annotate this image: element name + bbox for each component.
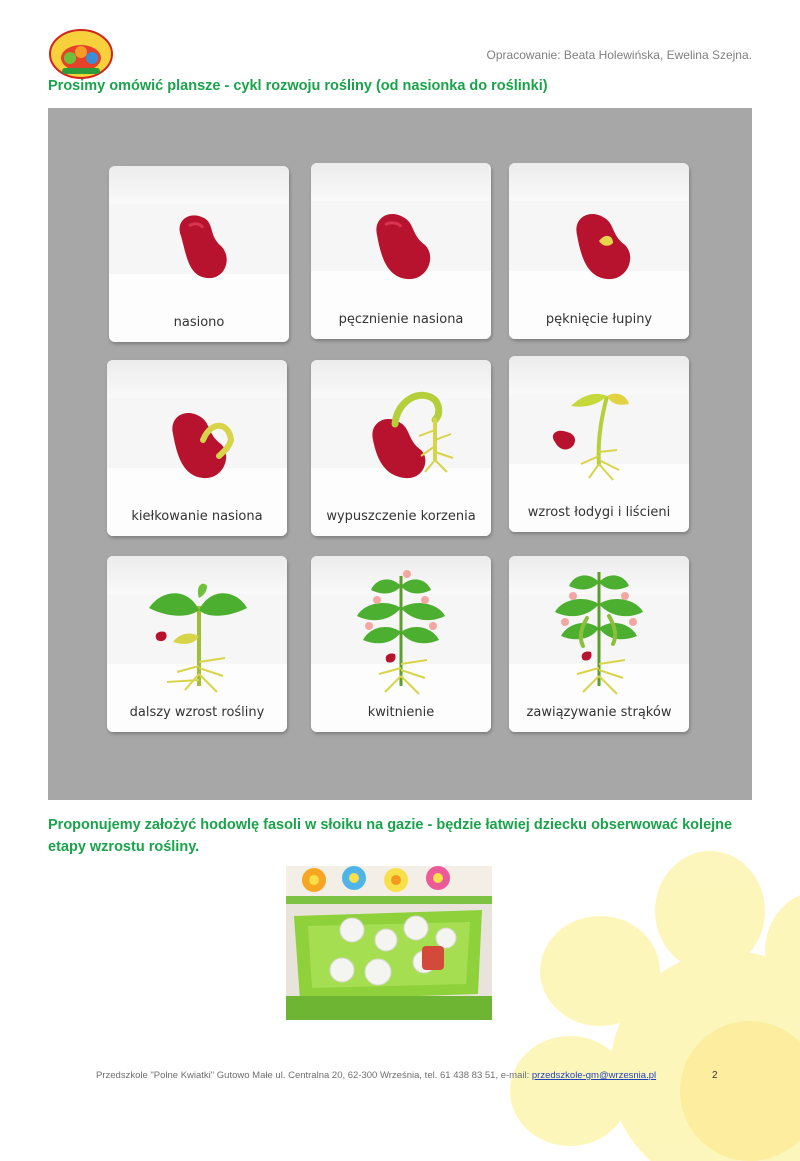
instruction-heading: Prosimy omówić plansze - cykl rozwoju rośliny (od nasionka do roślinki): [48, 78, 548, 94]
card-label: dalszy wzrost rośliny: [129, 705, 265, 720]
card-pod-forming: [509, 556, 689, 732]
bean-jars-photo: [286, 866, 492, 1020]
card-flowering: [311, 556, 491, 732]
card-stem-growth: [509, 356, 689, 532]
sun-decoration: [480, 841, 800, 1161]
card-further-growth: [107, 556, 287, 732]
card-label: kwitnienie: [367, 705, 435, 720]
footer-address: Przedszkole "Polne Kwiatki" Gutowo Małe ul. Centralna 20, 62-300 Września, tel. 61 438 83 51, e-mail:: [96, 1070, 532, 1081]
author-credit: Opracowanie: Beata Holewińska, Ewelina Szejna.: [486, 48, 752, 62]
footer-contact: [96, 1070, 656, 1081]
card-seed-coat-crack: [509, 163, 689, 339]
email-link[interactable]: przedszkole-gm@wrzesnia.pl: [531, 1070, 657, 1081]
plant-cycle-board: [48, 108, 752, 800]
card-label: zawiązywanie strąków: [526, 705, 672, 720]
page-number: 2: [712, 1070, 718, 1081]
card-label: pęcznienie nasiona: [338, 312, 464, 327]
card-label: wypuszczenie korzenia: [326, 509, 476, 524]
kindergarten-logo: [48, 28, 114, 80]
card-seed: [109, 166, 289, 342]
suggestion-paragraph: Proponujemy założyć hodowlę fasoli w słoiku na gazie - będzie łatwiej dziecku obserwować kolejne etapy wzrostu rośliny.: [48, 817, 733, 855]
card-label: nasiono: [173, 315, 225, 330]
card-seed-swelling: [311, 163, 491, 339]
card-germination: [107, 360, 287, 536]
card-root-emergence: [311, 360, 491, 536]
card-label: wzrost łodygi i liścieni: [527, 505, 671, 520]
card-label: pęknięcie łupiny: [545, 312, 653, 327]
card-label: kiełkowanie nasiona: [131, 509, 263, 524]
